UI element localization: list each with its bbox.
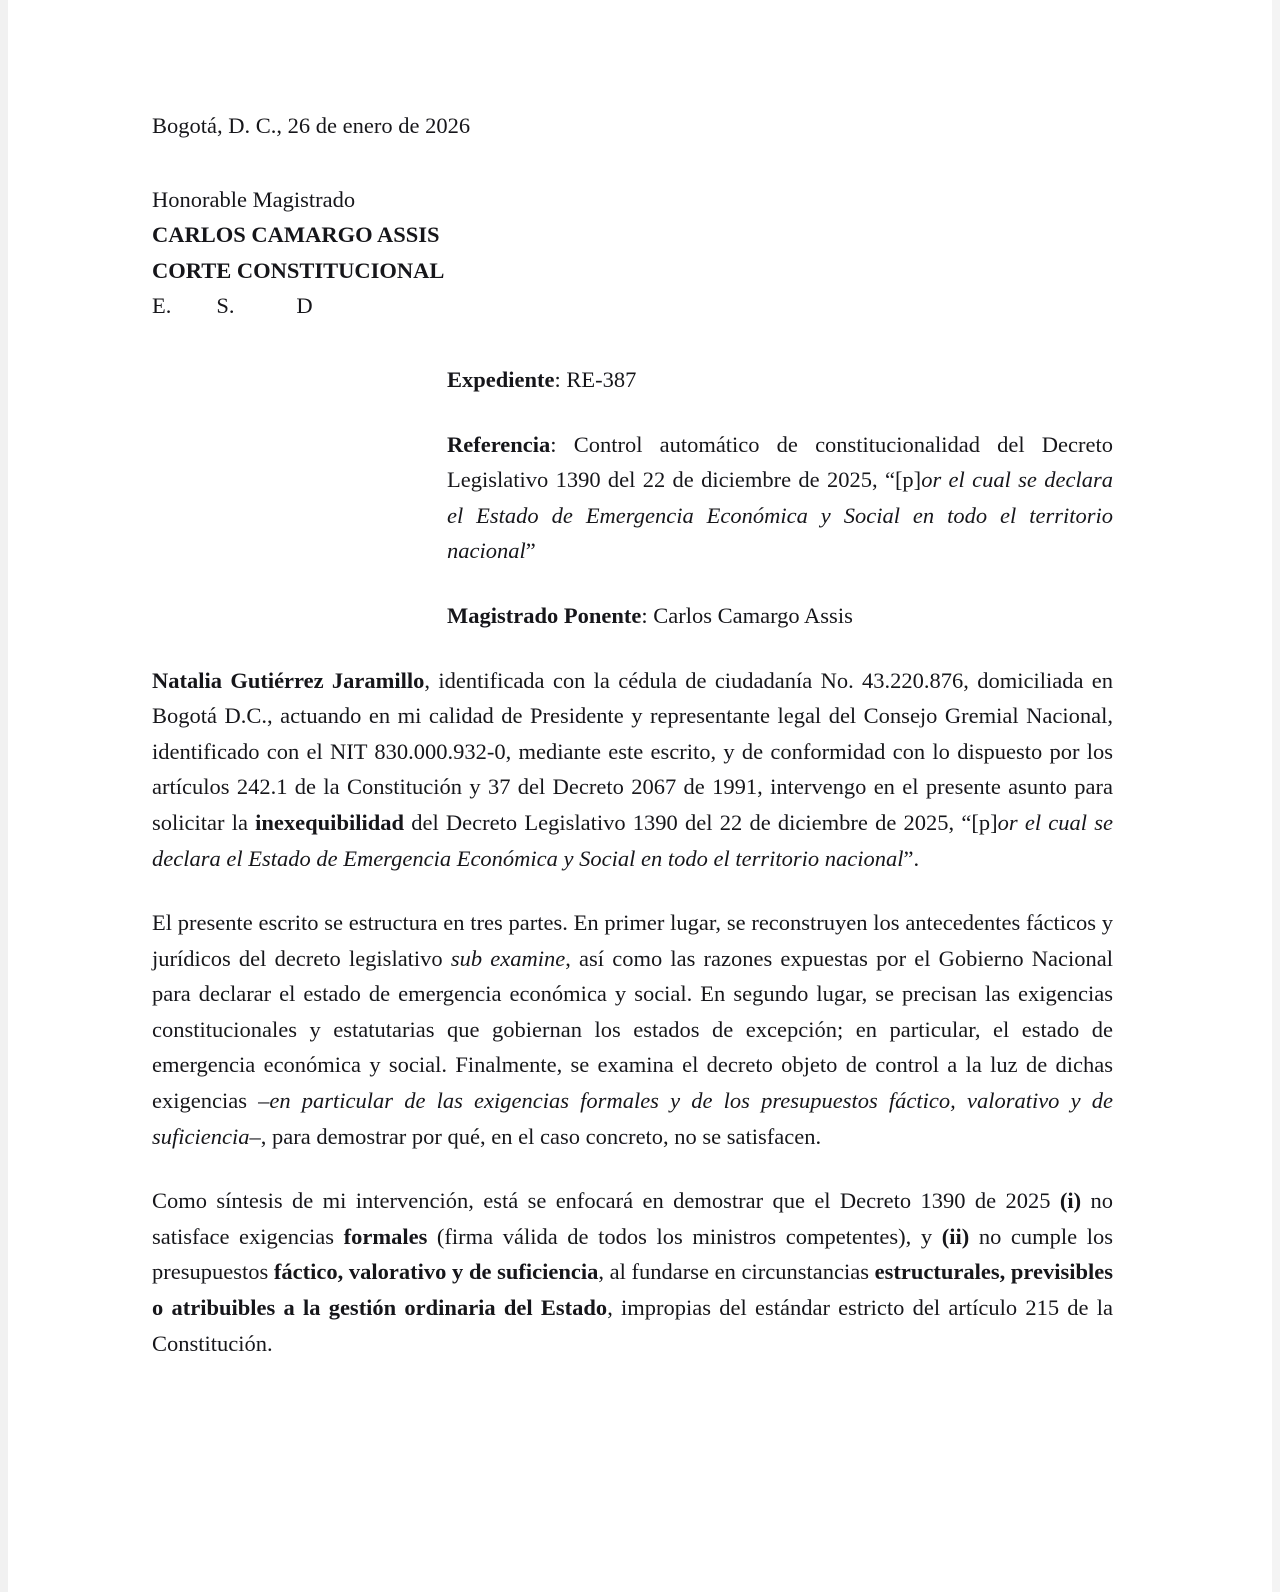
p3-keyword-estructurales: estructurales, previsibles o atribuibles a la gestión ordinaria del Estado xyxy=(152,1259,1113,1321)
referencia-text: : Control automático de constitucionalidad del Decreto Legislativo 1390 del 22 de diciembre de 2025, “[p] xyxy=(447,431,1113,493)
addressee-block xyxy=(152,182,1113,324)
spacer-before-paragraph-2 xyxy=(152,876,1113,905)
p3-segment-1: Como síntesis de mi intervención, está se enfocará en demostrar que el Decreto 1390 de 2025 xyxy=(152,1188,1060,1214)
p3-segment-5: , al fundarse en circunstancias xyxy=(598,1259,875,1285)
spacer-after-date xyxy=(152,144,1113,182)
p1-segment-1: , identificada con la cédula de ciudadanía No. 43.220.876, domiciliada en Bogotá D.C., actuando en mi calidad de Presidente y representante legal del Consejo Gremial Nacional, identificado con el NIT 830.000.932-0, mediante este escrito, y de conformidad con lo dispuesto por los artículos 242.1 de la Constitución y 37 del Decreto 2067 de 1991, intervengo en el presente asunto para solicitar la xyxy=(152,667,1113,835)
p2-sub-examine: sub examine xyxy=(450,945,566,971)
paragraph-structure xyxy=(152,905,1113,1154)
expediente-label: Expediente xyxy=(447,366,555,392)
spacer-before-paragraph-1 xyxy=(152,634,1113,663)
spacer-after-referencia xyxy=(447,569,1113,598)
p3-keyword-presupuestos: fáctico, valorativo y de suficiencia xyxy=(273,1259,599,1285)
ponente-label: Magistrado Ponente xyxy=(447,602,642,628)
p2-segment-2: , así como las razones expuestas por el Gobierno Nacional para declarar el estado de emergencia económica y social. En segundo lugar, se precisan las exigencias constitucionales y estatutarias que gobiernan los estados de excepción; en particular, el estado de emergencia económica y social. Finalmente, se examina el decreto objeto de control a la luz de dichas exigencias xyxy=(152,945,1113,1114)
date-line: Bogotá, D. C., 26 de enero de 2026 xyxy=(152,113,471,138)
document-page xyxy=(8,0,1272,1592)
p1-segment-3: ”. xyxy=(903,845,920,871)
spacer-after-addressee xyxy=(152,324,1113,362)
p3-marker-i: (i) xyxy=(1059,1188,1082,1214)
p3-segment-3: (firma válida de todos los ministros competentes), y xyxy=(427,1223,942,1249)
page-right-edge xyxy=(1272,0,1280,1592)
p1-segment-2: del Decreto Legislativo 1390 del 22 de diciembre de 2025, “[p] xyxy=(403,809,998,835)
reference-block xyxy=(447,362,1113,634)
referencia-label: Referencia xyxy=(447,431,551,457)
referencia-close-quote: ” xyxy=(525,538,536,564)
document-body xyxy=(152,108,1113,1361)
p1-decree-title: or el cual se declara el Estado de Emergencia Económica y Social en todo el territorio nacional xyxy=(152,809,1113,871)
p3-segment-2: no satisface exigencias xyxy=(152,1188,1114,1249)
p2-aside-exigencias: –en particular de las exigencias formales y de los presupuestos fáctico, valorativo y de suficiencia– xyxy=(152,1088,1114,1149)
referencia-line xyxy=(447,427,1113,569)
p3-segment-4: no cumple los presupuestos xyxy=(152,1223,1114,1285)
addressee-court: CORTE CONSTITUCIONAL xyxy=(152,257,445,283)
spacer-after-expediente xyxy=(447,398,1113,427)
intervener-name: Natalia Gutiérrez Jaramillo xyxy=(152,667,425,693)
p1-keyword-inexequibilidad: inexequibilidad xyxy=(255,809,404,835)
expediente-line xyxy=(447,362,1113,398)
paragraph-synthesis xyxy=(152,1183,1113,1361)
referencia-decree-title: or el cual se declara el Estado de Emergencia Económica y Social en todo el territorio nacional xyxy=(447,467,1113,564)
p2-segment-1: El presente escrito se estructura en tres partes. En primer lugar, se reconstruyen los antecedentes fácticos y jurídicos del decreto legislativo xyxy=(152,910,1113,971)
expediente-value: : RE-387 xyxy=(554,366,637,392)
p3-keyword-formales: formales xyxy=(343,1223,428,1249)
addressee-delivery-line: E. S. D xyxy=(152,293,313,319)
p3-marker-ii: (ii) xyxy=(941,1223,970,1249)
ponente-value: : Carlos Camargo Assis xyxy=(641,602,853,628)
addressee-salutation: Honorable Magistrado xyxy=(152,186,356,212)
addressee-name: CARLOS CAMARGO ASSIS xyxy=(152,222,440,248)
paragraph-intervener xyxy=(152,663,1113,877)
p3-segment-6: , impropias del estándar estricto del artículo 215 de la Constitución. xyxy=(152,1295,1114,1356)
spacer-before-paragraph-3 xyxy=(152,1154,1113,1183)
p2-segment-3: , para demostrar por qué, en el caso concreto, no se satisfacen. xyxy=(260,1123,822,1149)
ponente-line xyxy=(447,598,1113,634)
